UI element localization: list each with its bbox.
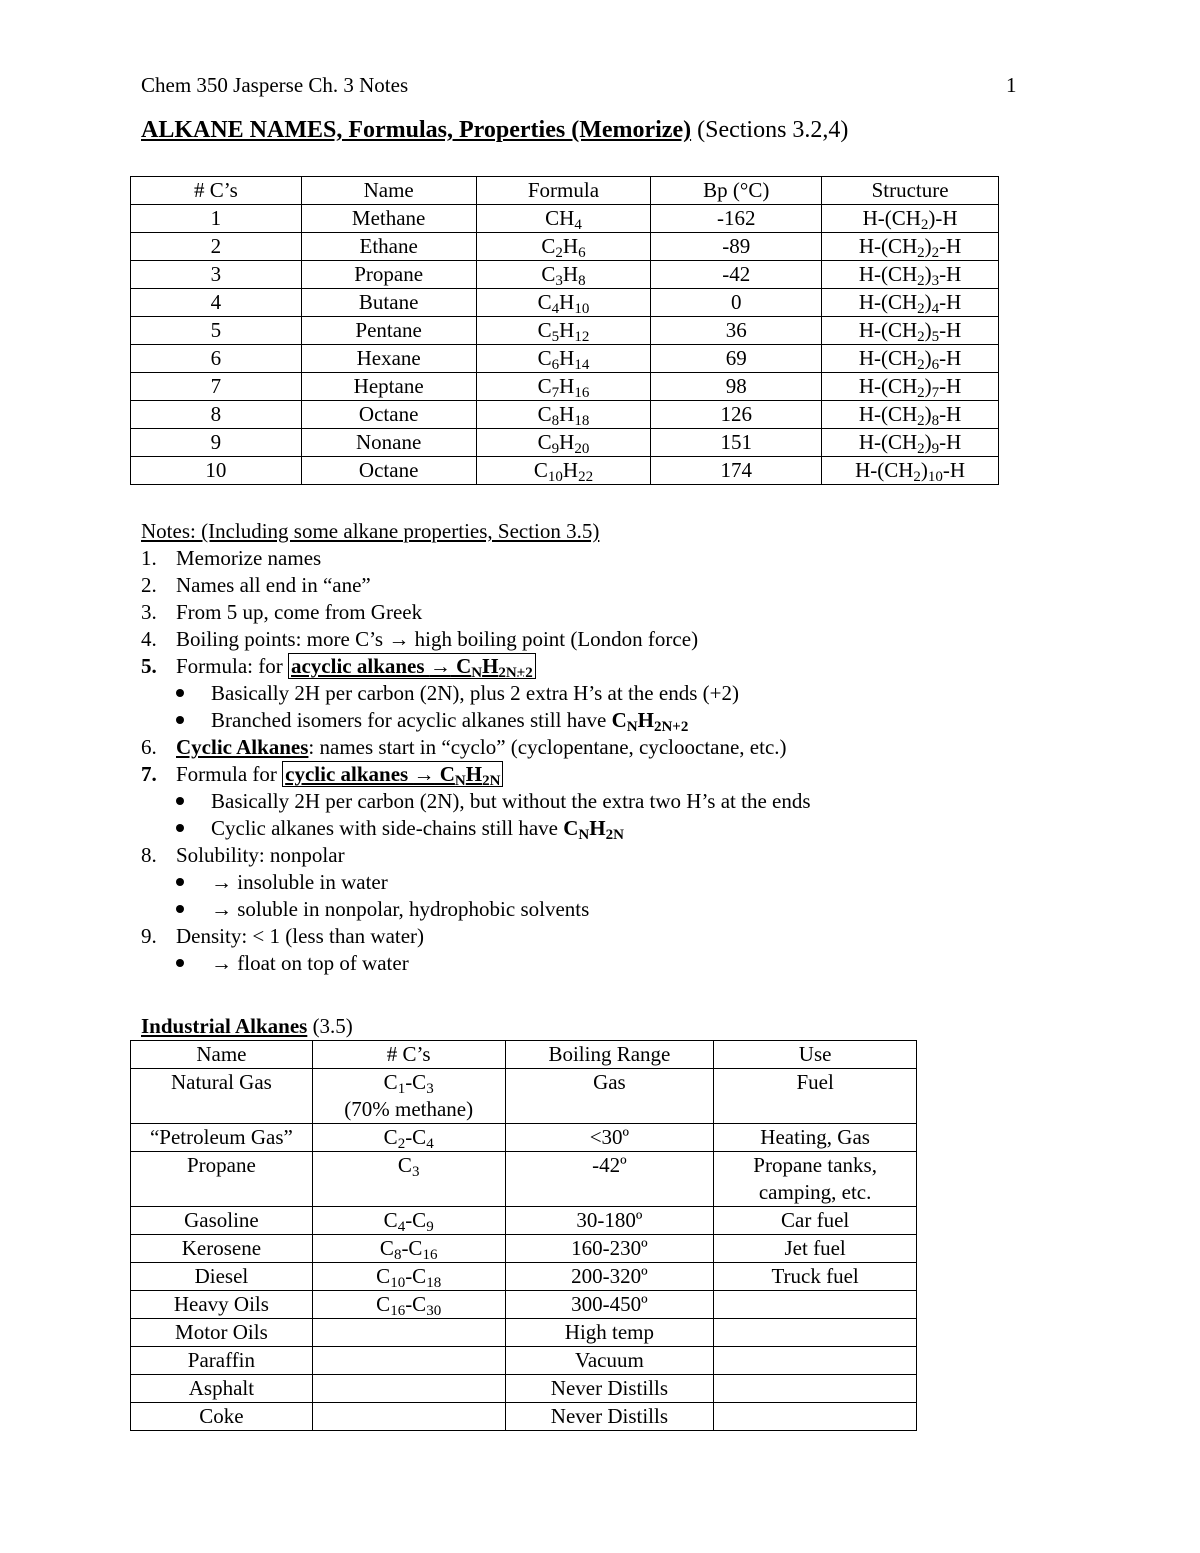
- bullet-icon: [176, 716, 184, 724]
- page-number: 1: [1006, 73, 1017, 97]
- formula-text: H: [637, 708, 654, 732]
- use: Car fuel: [714, 1207, 917, 1235]
- product-name: Natural Gas: [131, 1069, 313, 1124]
- boiling-range: 200-320º: [505, 1263, 714, 1291]
- list-item: [141, 734, 1041, 761]
- notes-section: [141, 518, 1041, 977]
- table-row: [131, 1403, 917, 1431]
- page-header: Chem 350 Jasperse Ch. 3 Notes: [141, 73, 409, 97]
- arrow-icon: →: [211, 951, 232, 975]
- box-text: C: [450, 654, 472, 678]
- arrow-icon: →: [429, 654, 451, 678]
- use: [714, 1319, 917, 1347]
- structure: $H-(CH_2)_4-H$: [822, 289, 999, 317]
- arrow-icon: →: [413, 762, 435, 786]
- boiling-point: 0: [651, 289, 822, 317]
- carbon-range: $C_3$: [312, 1152, 505, 1207]
- item-number: 6.: [141, 735, 157, 759]
- use: [714, 1291, 917, 1319]
- box-text: H: [482, 654, 499, 678]
- bullet-icon: [176, 959, 184, 967]
- alkane-name: Octane: [301, 457, 476, 485]
- list-item: [141, 626, 1041, 653]
- list-item: [141, 572, 1041, 599]
- bullet-icon: [176, 824, 184, 832]
- column-header: Bp (°C): [651, 177, 822, 205]
- carbon-range: $C_1-C_3$ (70% methane): [312, 1069, 505, 1124]
- list-item: [141, 599, 1041, 626]
- structure: $H-(CH_2)_7-H$: [822, 373, 999, 401]
- formula-text: C: [563, 816, 579, 840]
- bullet-icon: [176, 797, 184, 805]
- use: Truck fuel: [714, 1263, 917, 1291]
- subscript: N: [578, 827, 590, 843]
- acyclic-formula-box: [288, 653, 536, 679]
- arrow-icon: →: [388, 627, 410, 651]
- carbon-range: $C_2-C_4$: [312, 1124, 505, 1152]
- bullet-icon: [176, 905, 184, 913]
- carbon-count: 4: [131, 289, 302, 317]
- column-header: Use: [714, 1041, 917, 1069]
- use: [714, 1347, 917, 1375]
- formula: $CH_4$: [476, 205, 651, 233]
- item-number: 4.: [141, 627, 157, 651]
- column-header: Structure: [822, 177, 999, 205]
- structure: $H-(CH_2)_2-H$: [822, 233, 999, 261]
- use: Fuel: [714, 1069, 917, 1124]
- item-number: 7.: [141, 762, 157, 786]
- industrial-title-section: (3.5): [307, 1014, 353, 1038]
- item-number: 1.: [141, 546, 157, 570]
- formula: $C_8H_{18}$: [476, 401, 651, 429]
- table-row: [131, 261, 999, 289]
- bullet-text: insoluble in water: [232, 870, 388, 894]
- item-text: From 5 up, come from Greek: [176, 600, 423, 624]
- alkane-name: Propane: [301, 261, 476, 289]
- product-name: Motor Oils: [131, 1319, 313, 1347]
- item-text: : names start in “cyclo” (cyclopentane, cyclooctane, etc.): [308, 735, 787, 759]
- alkane-table: [130, 176, 999, 485]
- column-header: Name: [301, 177, 476, 205]
- item-number: 3.: [141, 600, 157, 624]
- bullet-item: [141, 815, 1041, 842]
- table-row: [131, 1124, 917, 1152]
- boiling-point: -42: [651, 261, 822, 289]
- industrial-title: [141, 1014, 353, 1039]
- boiling-range: 30-180º: [505, 1207, 714, 1235]
- boiling-point: -89: [651, 233, 822, 261]
- boiling-range: 300-450º: [505, 1291, 714, 1319]
- use: [714, 1403, 917, 1431]
- boiling-range: <30º: [505, 1124, 714, 1152]
- table-row: [131, 373, 999, 401]
- table-row: [131, 205, 999, 233]
- carbon-count: 5: [131, 317, 302, 345]
- carbon-count: 2: [131, 233, 302, 261]
- table-row: [131, 401, 999, 429]
- boiling-point: 98: [651, 373, 822, 401]
- industrial-table: [130, 1040, 917, 1431]
- use: Jet fuel: [714, 1235, 917, 1263]
- table-row: [131, 345, 999, 373]
- boiling-range: High temp: [505, 1319, 714, 1347]
- item-number: 5.: [141, 654, 157, 678]
- structure: $H-(CH_2)_6-H$: [822, 345, 999, 373]
- structure: $H-(CH_2)_{10}-H$: [822, 457, 999, 485]
- product-name: Diesel: [131, 1263, 313, 1291]
- page-title: [141, 117, 848, 144]
- item-text: Density: < 1 (less than water): [176, 924, 425, 948]
- formula-text: H: [589, 816, 606, 840]
- item-text: Boiling points: more C’s: [176, 627, 389, 651]
- table-row: [131, 457, 999, 485]
- use: Propane tanks, camping, etc.: [714, 1152, 917, 1207]
- bullet-text: Basically 2H per carbon (2N), but without the extra two H’s at the ends: [211, 789, 811, 813]
- structure: $H-(CH_2)-H$: [822, 205, 999, 233]
- product-name: Paraffin: [131, 1347, 313, 1375]
- alkane-name: Ethane: [301, 233, 476, 261]
- subscript: N: [471, 665, 483, 681]
- structure: $H-(CH_2)_8-H$: [822, 401, 999, 429]
- formula: $C_7H_{16}$: [476, 373, 651, 401]
- table-row: [131, 1263, 917, 1291]
- bullet-text: Branched isomers for acyclic alkanes still have: [211, 708, 612, 732]
- formula: $C_{10}H_{22}$: [476, 457, 651, 485]
- box-text: C: [434, 762, 455, 786]
- boiling-range: -42º: [505, 1152, 714, 1207]
- column-header: # C’s: [131, 177, 302, 205]
- boiling-range: 160-230º: [505, 1235, 714, 1263]
- alkane-name: Nonane: [301, 429, 476, 457]
- structure: $H-(CH_2)_3-H$: [822, 261, 999, 289]
- bullet-text: soluble in nonpolar, hydrophobic solvents: [232, 897, 590, 921]
- boiling-range: Never Distills: [505, 1375, 714, 1403]
- carbon-range: [312, 1403, 505, 1431]
- boiling-range: Vacuum: [505, 1347, 714, 1375]
- table-row: [131, 289, 999, 317]
- formula-text: C: [611, 708, 627, 732]
- table-row: [131, 317, 999, 345]
- structure: $H-(CH_2)_5-H$: [822, 317, 999, 345]
- table-row: [131, 1152, 917, 1207]
- bullet-icon: [176, 878, 184, 886]
- table-row: [131, 429, 999, 457]
- alkane-name: Octane: [301, 401, 476, 429]
- carbon-count: 3: [131, 261, 302, 289]
- carbon-count: 10: [131, 457, 302, 485]
- item-number: 9.: [141, 924, 157, 948]
- carbon-count: 6: [131, 345, 302, 373]
- table-row: [131, 1291, 917, 1319]
- title-sections: (Sections 3.2,4): [691, 117, 849, 143]
- table-row: [131, 1069, 917, 1124]
- list-item: [141, 923, 1041, 950]
- table-header-row: [131, 177, 999, 205]
- boiling-point: -162: [651, 205, 822, 233]
- column-header: Name: [131, 1041, 313, 1069]
- structure: $H-(CH_2)_9-H$: [822, 429, 999, 457]
- product-name: Kerosene: [131, 1235, 313, 1263]
- list-item: [141, 653, 1041, 680]
- bullet-item: [141, 896, 1041, 923]
- boiling-point: 36: [651, 317, 822, 345]
- title-main: ALKANE NAMES, Formulas, Properties (Memorize): [141, 117, 692, 143]
- list-item: [141, 545, 1041, 572]
- item-text: high boiling point (London force): [409, 627, 699, 651]
- bullet-item: [141, 788, 1041, 815]
- item-number: 8.: [141, 843, 157, 867]
- carbon-range: [312, 1319, 505, 1347]
- bullet-item: [141, 869, 1041, 896]
- carbon-range: $C_4-C_9$: [312, 1207, 505, 1235]
- bullet-text: float on top of water: [232, 951, 409, 975]
- formula: $C_2H_6$: [476, 233, 651, 261]
- subscript: 2N+2: [498, 665, 533, 681]
- carbon-range: $C_{10}-C_{18}$: [312, 1263, 505, 1291]
- list-item: [141, 842, 1041, 869]
- alkane-name: Butane: [301, 289, 476, 317]
- table-row: [131, 233, 999, 261]
- use: Heating, Gas: [714, 1124, 917, 1152]
- boiling-point: 174: [651, 457, 822, 485]
- bullet-text: Basically 2H per carbon (2N), plus 2 extra H’s at the ends (+2): [211, 681, 739, 705]
- formula: $C_3H_8$: [476, 261, 651, 289]
- bullet-item: [141, 680, 1041, 707]
- list-item: [141, 761, 1041, 788]
- column-header: # C’s: [312, 1041, 505, 1069]
- carbon-count: 7: [131, 373, 302, 401]
- table-row: [131, 1347, 917, 1375]
- bullet-item: [141, 950, 1041, 977]
- bullet-icon: [176, 689, 184, 697]
- carbon-count: 9: [131, 429, 302, 457]
- subscript: N: [454, 773, 466, 789]
- product-name: Gasoline: [131, 1207, 313, 1235]
- carbon-range: [312, 1347, 505, 1375]
- carbon-range: $C_{16}-C_{30}$: [312, 1291, 505, 1319]
- boiling-range: Never Distills: [505, 1403, 714, 1431]
- column-header: Formula: [476, 177, 651, 205]
- product-name: Asphalt: [131, 1375, 313, 1403]
- item-text: Formula: for: [176, 654, 288, 678]
- alkane-name: Hexane: [301, 345, 476, 373]
- table-row: [131, 1207, 917, 1235]
- item-text: Memorize names: [176, 546, 322, 570]
- subscript: 2N+2: [653, 719, 689, 735]
- item-text: Formula for: [176, 762, 283, 786]
- alkane-name: Methane: [301, 205, 476, 233]
- bullet-text: Cyclic alkanes with side-chains still have: [211, 816, 564, 840]
- box-text: H: [465, 762, 483, 786]
- product-name: Coke: [131, 1403, 313, 1431]
- carbon-count: 1: [131, 205, 302, 233]
- arrow-icon: →: [211, 870, 232, 894]
- product-name: “Petroleum Gas”: [131, 1124, 313, 1152]
- box-text: acyclic alkanes: [290, 654, 430, 678]
- subscript: 2N: [482, 773, 501, 789]
- item-number: 2.: [141, 573, 157, 597]
- subscript: 2N: [605, 827, 624, 843]
- item-text: Names all end in “ane”: [176, 573, 371, 597]
- table-row: [131, 1235, 917, 1263]
- bullet-item: [141, 707, 1041, 734]
- product-name: Propane: [131, 1152, 313, 1207]
- boiling-point: 69: [651, 345, 822, 373]
- table-row: [131, 1375, 917, 1403]
- item-text: Solubility: nonpolar: [176, 843, 345, 867]
- alkane-name: Heptane: [301, 373, 476, 401]
- table-header-row: [131, 1041, 917, 1069]
- boiling-point: 151: [651, 429, 822, 457]
- formula: $C_9H_{20}$: [476, 429, 651, 457]
- alkane-name: Pentane: [301, 317, 476, 345]
- carbon-count: 8: [131, 401, 302, 429]
- carbon-range: $C_8-C_{16}$: [312, 1235, 505, 1263]
- boiling-range: Gas: [505, 1069, 714, 1124]
- industrial-title-text: Industrial Alkanes: [141, 1014, 308, 1038]
- formula: $C_6H_{14}$: [476, 345, 651, 373]
- subscript: N: [626, 719, 638, 735]
- boiling-point: 126: [651, 401, 822, 429]
- cyclic-formula-box: [282, 761, 503, 787]
- column-header: Boiling Range: [505, 1041, 714, 1069]
- formula: $C_5H_{12}$: [476, 317, 651, 345]
- arrow-icon: →: [211, 897, 232, 921]
- table-row: [131, 1319, 917, 1347]
- carbon-range: [312, 1375, 505, 1403]
- box-text: cyclic alkanes: [285, 762, 414, 786]
- use: [714, 1375, 917, 1403]
- item-text: Cyclic Alkanes: [176, 735, 309, 759]
- product-name: Heavy Oils: [131, 1291, 313, 1319]
- notes-heading: Notes: (Including some alkane properties, Section 3.5): [141, 519, 600, 543]
- formula: $C_4H_{10}$: [476, 289, 651, 317]
